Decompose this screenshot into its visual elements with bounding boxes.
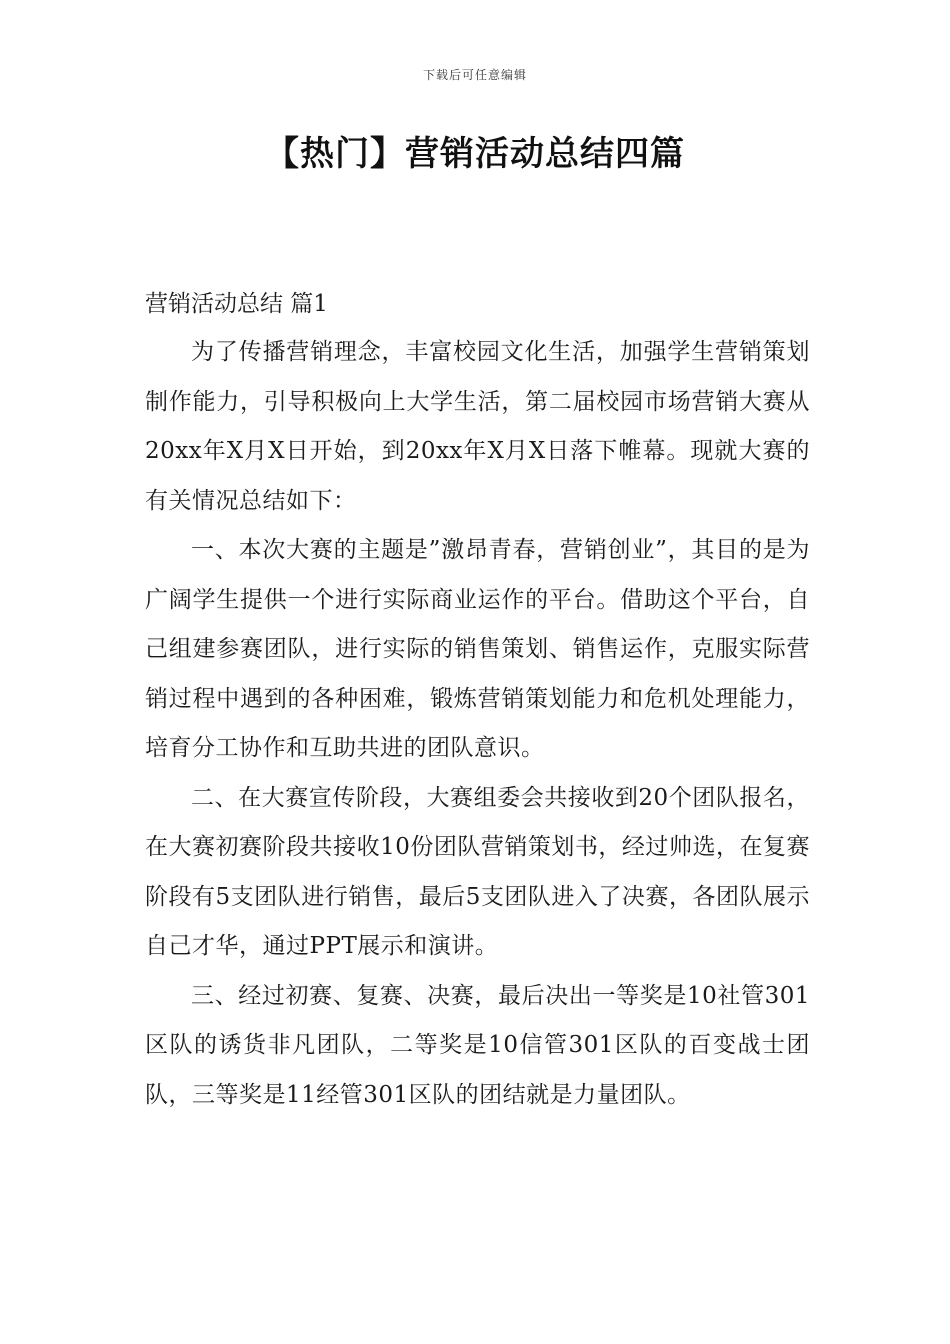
section-heading: 营销活动总结 篇1 — [145, 291, 328, 317]
paragraph-awards: 三、经过初赛、复赛、决赛，最后决出一等奖是10社管301区队的诱货非凡团队，二等奖是10信管301区队的百变战士团队，三等奖是11经管301区队的团结就是力量团队。 — [145, 982, 810, 1108]
paragraph-stages: 二、在大赛宣传阶段，大赛组委会共接收到20个团队报名，在大赛初赛阶段共接收10份团队营销策划书，经过帅选，在复赛阶段有5支团队进行销售，最后5支团队进入了决赛，各团队展示自己才华，通过PPT展示和演讲。 — [145, 784, 810, 959]
paragraph-theme: 一、本次大赛的主题是”激昂青春，营销创业”，其目的是为广阔学生提供一个进行实际商业运作的平台。借助这个平台，自己组建参赛团队，进行实际的销售策划、销售运作，克服实际营销过程中遇到的各种困难，锻炼营销策划能力和危机处理能力，培育分工协作和互助共进的团队意识。 — [145, 537, 810, 761]
document-title: 【热门】营销活动总结四篇 — [265, 134, 685, 174]
document-body — [145, 280, 810, 1120]
header-note: 下载后可任意编辑 — [422, 68, 527, 82]
paragraph-intro: 为了传播营销理念，丰富校园文化生活，加强学生营销策划制作能力，引导积极向上大学生活，第二届校园市场营销大赛从20xx年X月X日开始，到20xx年X月X日落下帷幕。现就大赛的有关情况总结如下： — [145, 339, 810, 514]
